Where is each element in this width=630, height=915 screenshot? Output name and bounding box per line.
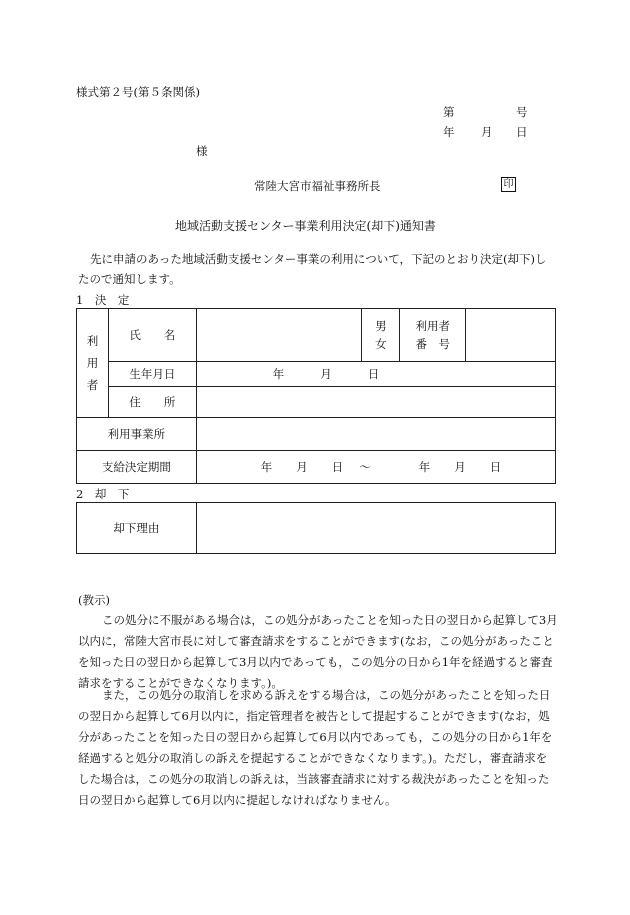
facility-label: 利用事業所 xyxy=(77,418,197,451)
period-label: 支給決定期間 xyxy=(77,451,197,484)
rejection-table xyxy=(76,502,556,554)
reason-field[interactable] xyxy=(196,503,555,554)
user-number-field[interactable] xyxy=(466,309,556,362)
doc-date-day: 日 xyxy=(516,125,528,139)
section2-heading: 2 却 下 xyxy=(76,487,130,501)
document-title: 地域活動支援センター事業利用決定(却下)通知書 xyxy=(175,219,436,233)
notice-heading: (教示) xyxy=(78,593,110,607)
facility-field[interactable] xyxy=(196,418,555,451)
user-group-label: 利 用 者 xyxy=(77,309,109,418)
address-field[interactable] xyxy=(196,387,555,418)
issuer-name: 常陸大宮市福祉事務所長 xyxy=(254,179,381,193)
birthdate-label: 生年月日 xyxy=(108,362,196,387)
notice-paragraph-1: この処分に不服がある場合は，この処分があったことを知った日の翌日から起算して3月以内に，常陸大宮市長に対して審査請求をすることができます(なお，この処分があったことを知った日の翌日から起算して3月以内であっても，この処分の日から1年を経過すると審査請求をすることができなくなります。)。 xyxy=(78,613,558,690)
period-field[interactable]: 年 月 日 〜 年 月 日 xyxy=(196,451,555,484)
name-label: 氏 名 xyxy=(108,309,196,362)
notice-paragraph-2: また，この処分の取消しを求める訴えをする場合は，この処分があったことを知った日の翌日から起算して6月以内に，指定管理者を被告として提起することができます(なお，処分があったことを知った日の翌日から起算して6月以内であっても，この処分の日から1年を経過すると処分の取消しの訴えを提起することができなくなります。)。ただし，審査請求をした場合は，この処分の取消しの訴えは，当該審査請求に対する裁決があったことを知った日の翌日から起算して6月以内に提起しなければなりません。 xyxy=(78,688,553,807)
birthdate-field[interactable]: 年 月 日 xyxy=(196,362,555,387)
doc-number-dai: 第 xyxy=(443,105,455,119)
user-number-label: 利用者 番 号 xyxy=(400,309,466,362)
intro-text: 先に申請のあった地域活動支援センター事業の利用について，下記のとおり決定(却下)したので通知します。 xyxy=(78,252,547,286)
section1-heading: 1 決 定 xyxy=(76,293,130,307)
form-number: 様式第２号(第５条関係) xyxy=(76,85,200,99)
decision-table xyxy=(76,308,556,484)
seal-icon: 印 xyxy=(501,177,516,192)
doc-date-month: 月 xyxy=(481,125,493,139)
doc-date-year: 年 xyxy=(443,125,455,139)
reason-label: 却下理由 xyxy=(77,503,197,554)
doc-number-go: 号 xyxy=(516,105,528,119)
address-label: 住 所 xyxy=(108,387,196,418)
addressee-sama: 様 xyxy=(196,144,208,158)
name-field[interactable] xyxy=(196,309,362,362)
sex-label: 男 女 xyxy=(362,309,400,362)
